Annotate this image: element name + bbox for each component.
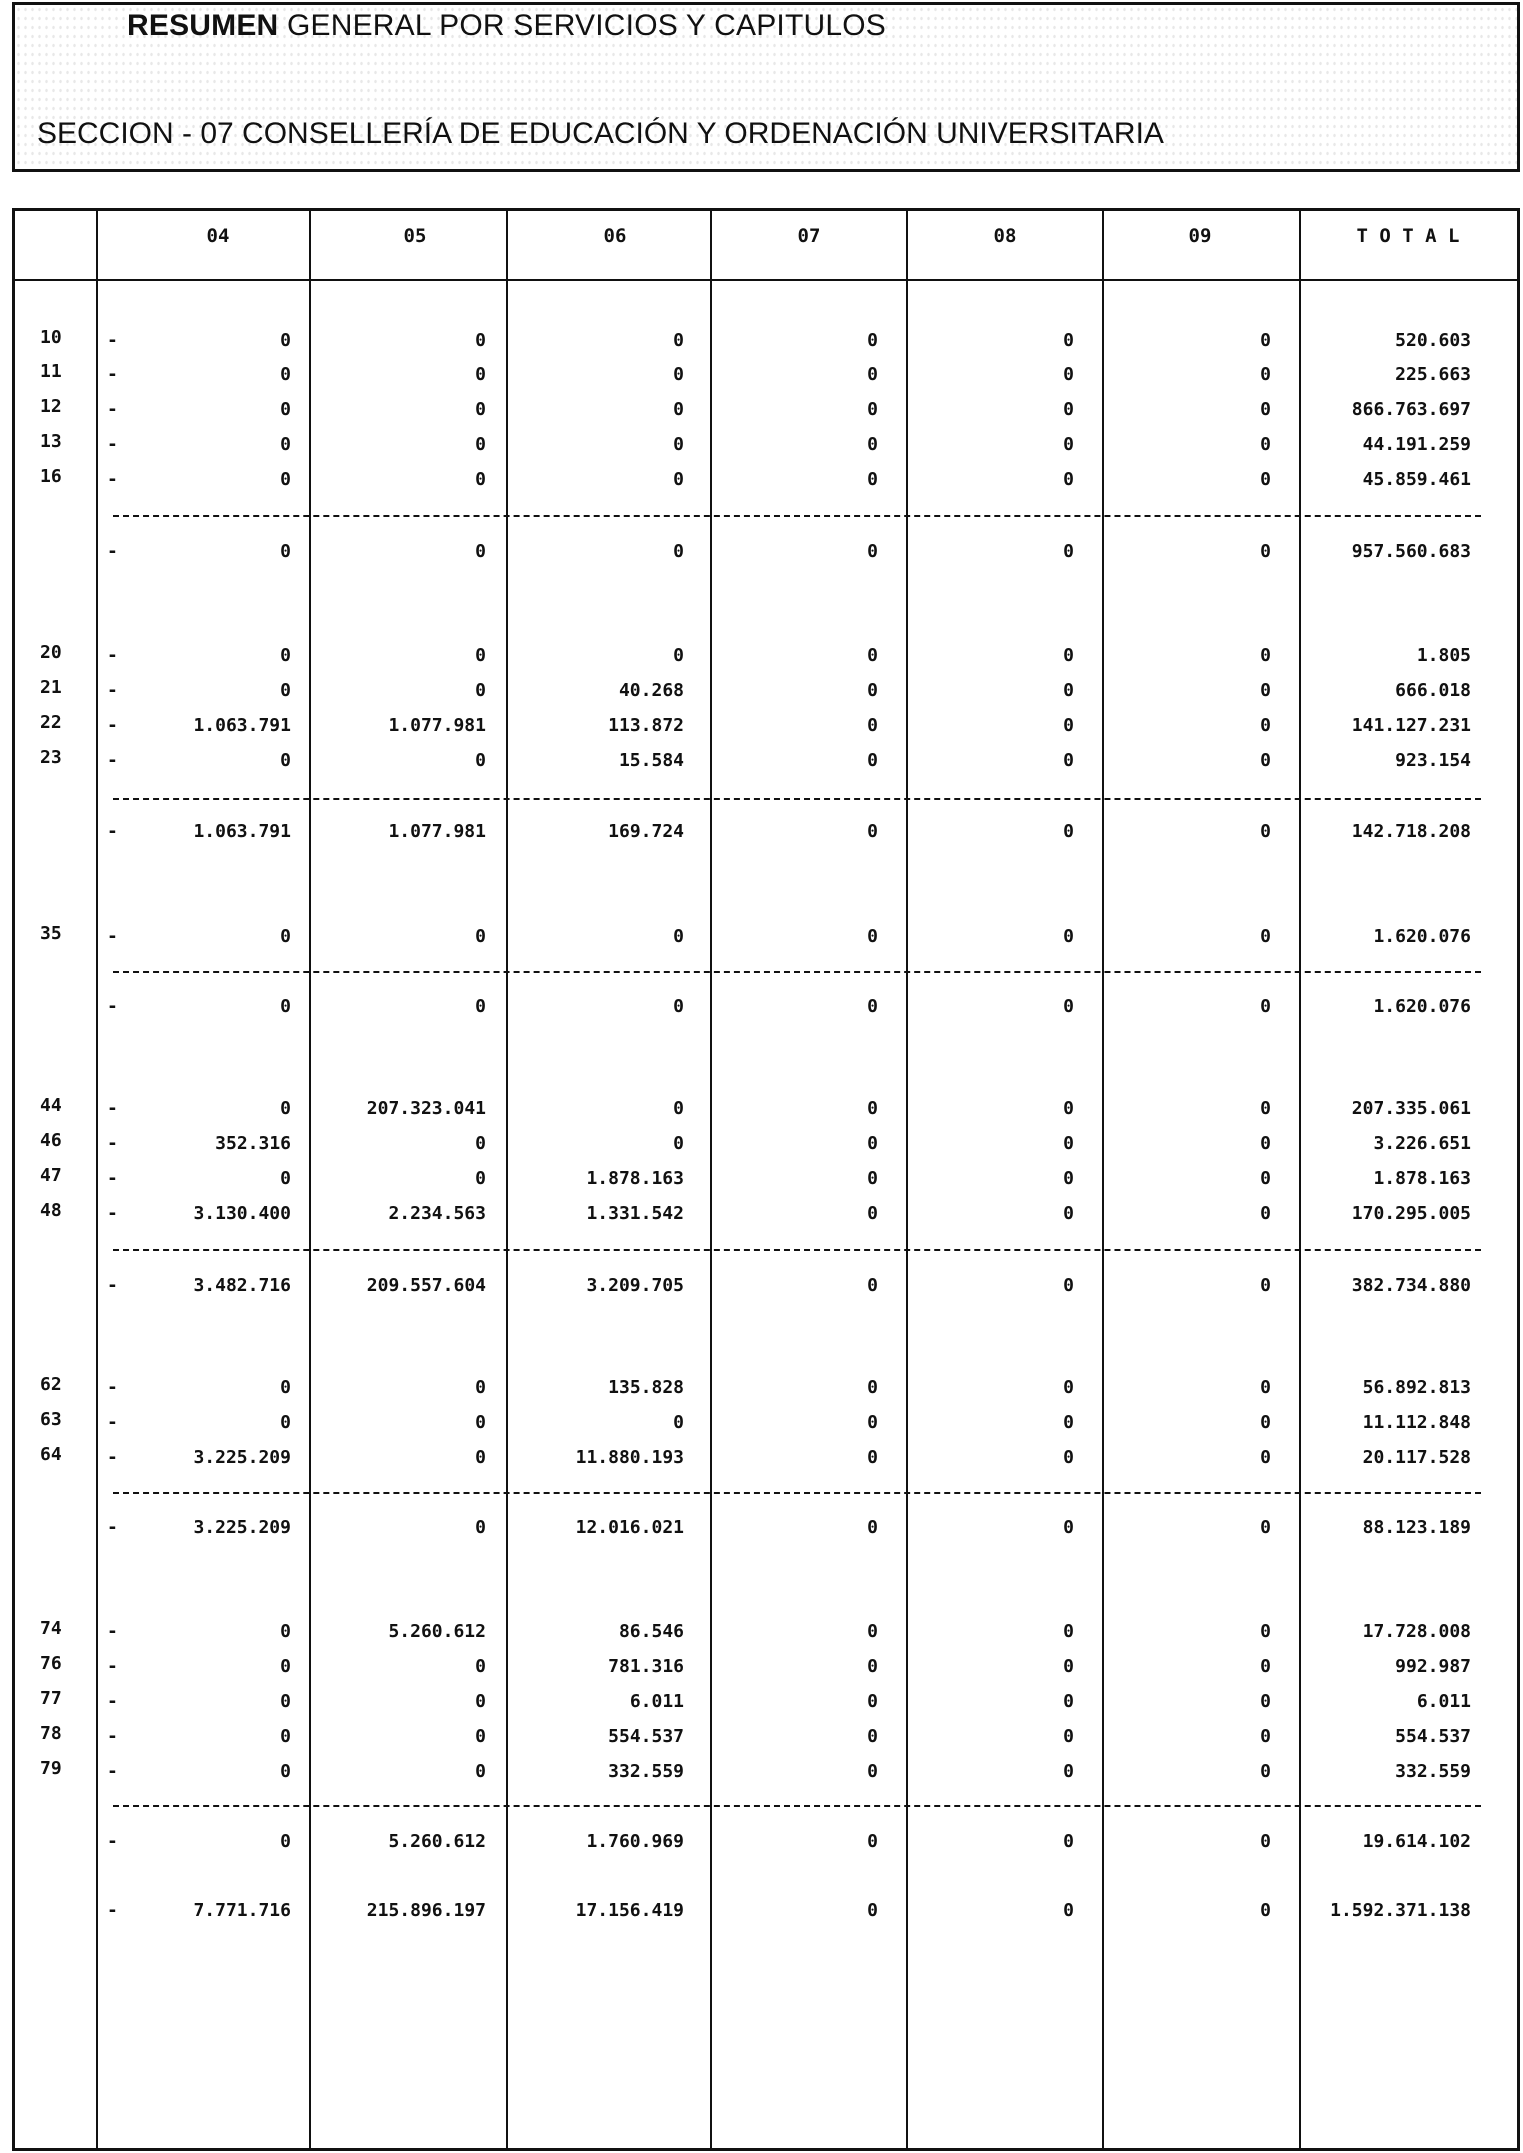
value-cell: 0 [1063,1621,1074,1642]
value-cell: 0 [280,1656,291,1677]
value-cell: 0 [673,1133,684,1154]
budget-table [12,208,1520,2151]
column-rule [906,211,908,2148]
total-cell: 225.663 [1395,364,1471,385]
column-header: T O T A L [1356,225,1460,247]
value-cell: 17.156.419 [575,1900,684,1921]
value-cell: 0 [1063,750,1074,771]
column-rule [309,211,311,2148]
value-cell: 1.077.981 [388,821,486,842]
total-cell: 88.123.189 [1362,1517,1471,1538]
value-cell: 1.331.542 [586,1203,684,1224]
row-marker: - [107,645,118,666]
value-cell: 0 [1063,1831,1074,1852]
value-cell: 0 [867,434,878,455]
value-cell: 0 [867,821,878,842]
row-marker: - [107,399,118,420]
value-cell: 0 [1260,330,1271,351]
value-cell: 0 [280,1168,291,1189]
value-cell: 1.878.163 [586,1168,684,1189]
row-code: 21 [40,677,62,698]
value-cell: 0 [1063,1203,1074,1224]
row-code: 63 [40,1409,62,1430]
value-cell: 0 [280,1726,291,1747]
value-cell: 169.724 [608,821,684,842]
value-cell: 7.771.716 [193,1900,291,1921]
total-cell: 957.560.683 [1351,541,1471,562]
value-cell: 0 [475,1656,486,1677]
row-marker: - [107,434,118,455]
value-cell: 0 [280,469,291,490]
row-code: 11 [40,361,62,382]
page-title [127,9,886,43]
row-marker: - [107,821,118,842]
value-cell: 207.323.041 [366,1098,486,1119]
value-cell: 0 [1260,821,1271,842]
value-cell: 0 [1063,1691,1074,1712]
value-cell: 0 [867,364,878,385]
total-cell: 3.226.651 [1373,1133,1471,1154]
row-marker: - [107,1656,118,1677]
row-code: 12 [40,396,62,417]
total-cell: 45.859.461 [1362,469,1471,490]
row-code: 13 [40,431,62,452]
value-cell: 0 [673,996,684,1017]
header-divider [15,279,1517,281]
value-cell: 0 [867,645,878,666]
value-cell: 0 [1063,469,1074,490]
value-cell: 0 [280,330,291,351]
value-cell: 0 [280,399,291,420]
row-marker: - [107,1098,118,1119]
row-code: 47 [40,1165,62,1186]
row-code: 10 [40,327,62,348]
value-cell: 0 [475,1168,486,1189]
row-code: 62 [40,1374,62,1395]
row-code: 16 [40,466,62,487]
value-cell: 0 [867,1168,878,1189]
value-cell: 0 [1260,541,1271,562]
value-cell: 0 [1260,750,1271,771]
row-code: 46 [40,1130,62,1151]
value-cell: 0 [1063,434,1074,455]
row-marker: - [107,926,118,947]
value-cell: 0 [673,434,684,455]
value-cell: 0 [475,1377,486,1398]
title-bold-word: RESUMEN [127,9,279,42]
value-cell: 0 [867,1656,878,1677]
value-cell: 0 [867,1098,878,1119]
column-rule [710,211,712,2148]
value-cell: 0 [867,399,878,420]
value-cell: 0 [1063,926,1074,947]
value-cell: 0 [475,750,486,771]
value-cell: 0 [475,541,486,562]
total-cell: 866.763.697 [1351,399,1471,420]
total-cell: 1.878.163 [1373,1168,1471,1189]
row-code: 78 [40,1723,62,1744]
value-cell: 0 [1260,1761,1271,1782]
value-cell: 5.260.612 [388,1831,486,1852]
value-cell: 0 [280,750,291,771]
value-cell: 0 [867,1761,878,1782]
value-cell: 0 [475,434,486,455]
value-cell: 0 [475,1761,486,1782]
value-cell: 0 [475,1517,486,1538]
row-marker: - [107,1168,118,1189]
total-cell: 19.614.102 [1362,1831,1471,1852]
value-cell: 0 [1260,1133,1271,1154]
total-cell: 207.335.061 [1351,1098,1471,1119]
total-cell: 141.127.231 [1351,715,1471,736]
value-cell: 0 [1260,1275,1271,1296]
row-marker: - [107,1275,118,1296]
row-marker: - [107,1691,118,1712]
value-cell: 215.896.197 [366,1900,486,1921]
value-cell: 0 [475,1412,486,1433]
value-cell: 0 [280,1691,291,1712]
row-marker: - [107,1447,118,1468]
value-cell: 0 [1260,364,1271,385]
row-marker: - [107,1412,118,1433]
title-rest: GENERAL POR SERVICIOS Y CAPITULOS [278,9,886,42]
value-cell: 0 [1063,1098,1074,1119]
column-header: 08 [993,225,1017,247]
value-cell: 0 [1063,1377,1074,1398]
total-cell: 170.295.005 [1351,1203,1471,1224]
value-cell: 0 [280,996,291,1017]
value-cell: 0 [673,1098,684,1119]
value-cell: 0 [1063,1761,1074,1782]
row-code: 35 [40,923,62,944]
row-code: 64 [40,1444,62,1465]
value-cell: 0 [673,541,684,562]
value-cell: 0 [1260,680,1271,701]
value-cell: 3.482.716 [193,1275,291,1296]
value-cell: 0 [475,399,486,420]
value-cell: 3.225.209 [193,1517,291,1538]
value-cell: 0 [475,1691,486,1712]
value-cell: 0 [1260,1726,1271,1747]
value-cell: 2.234.563 [388,1203,486,1224]
value-cell: 0 [475,1133,486,1154]
value-cell: 0 [1260,1831,1271,1852]
subtotal-separator [113,971,1481,973]
subtotal-separator [113,798,1481,800]
value-cell: 0 [280,680,291,701]
value-cell: 0 [1260,1656,1271,1677]
value-cell: 0 [1063,821,1074,842]
column-rule [96,211,98,2148]
value-cell: 0 [1063,541,1074,562]
value-cell: 0 [1063,1133,1074,1154]
total-cell: 382.734.880 [1351,1275,1471,1296]
subtotal-separator [113,1249,1481,1251]
value-cell: 0 [673,399,684,420]
total-cell: 1.620.076 [1373,996,1471,1017]
value-cell: 0 [280,645,291,666]
value-cell: 0 [867,680,878,701]
value-cell: 0 [280,1621,291,1642]
value-cell: 0 [1063,1656,1074,1677]
value-cell: 1.077.981 [388,715,486,736]
value-cell: 0 [280,434,291,455]
value-cell: 1.063.791 [193,715,291,736]
total-cell: 666.018 [1395,680,1471,701]
row-marker: - [107,1761,118,1782]
value-cell: 332.559 [608,1761,684,1782]
row-marker: - [107,330,118,351]
value-cell: 0 [280,1761,291,1782]
value-cell: 0 [280,1412,291,1433]
row-marker: - [107,1831,118,1852]
row-code: 74 [40,1618,62,1639]
column-rule [1102,211,1104,2148]
value-cell: 0 [1260,1098,1271,1119]
value-cell: 0 [867,750,878,771]
value-cell: 0 [280,1098,291,1119]
row-code: 77 [40,1688,62,1709]
column-rule [506,211,508,2148]
row-marker: - [107,750,118,771]
value-cell: 0 [1260,1900,1271,1921]
value-cell: 0 [1063,399,1074,420]
row-marker: - [107,1133,118,1154]
value-cell: 0 [673,330,684,351]
value-cell: 0 [1260,1412,1271,1433]
row-code: 48 [40,1200,62,1221]
value-cell: 0 [1260,1203,1271,1224]
total-cell: 17.728.008 [1362,1621,1471,1642]
row-code: 76 [40,1653,62,1674]
value-cell: 0 [1260,1517,1271,1538]
value-cell: 0 [867,1726,878,1747]
total-cell: 332.559 [1395,1761,1471,1782]
value-cell: 0 [867,1377,878,1398]
column-rule [1299,211,1301,2148]
section-title: SECCION - 07 CONSELLERÍA DE EDUCACIÓN Y ORDENACIÓN UNIVERSITARIA [37,117,1164,150]
value-cell: 0 [1260,434,1271,455]
value-cell: 0 [1063,1726,1074,1747]
value-cell: 0 [1063,1275,1074,1296]
value-cell: 0 [867,1900,878,1921]
value-cell: 0 [1063,645,1074,666]
row-marker: - [107,541,118,562]
value-cell: 209.557.604 [366,1275,486,1296]
value-cell: 0 [867,715,878,736]
value-cell: 0 [475,996,486,1017]
value-cell: 0 [1260,469,1271,490]
value-cell: 1.063.791 [193,821,291,842]
value-cell: 554.537 [608,1726,684,1747]
value-cell: 0 [1260,715,1271,736]
value-cell: 0 [867,330,878,351]
value-cell: 0 [867,1691,878,1712]
value-cell: 0 [867,1447,878,1468]
value-cell: 0 [280,926,291,947]
row-code: 22 [40,712,62,733]
value-cell: 0 [673,1412,684,1433]
value-cell: 0 [867,1831,878,1852]
row-marker: - [107,1621,118,1642]
total-cell: 1.620.076 [1373,926,1471,947]
row-marker: - [107,680,118,701]
value-cell: 0 [475,1447,486,1468]
value-cell: 0 [867,1275,878,1296]
total-cell: 1.592.371.138 [1330,1900,1471,1921]
value-cell: 0 [1260,1168,1271,1189]
row-marker: - [107,469,118,490]
value-cell: 0 [867,1517,878,1538]
value-cell: 6.011 [629,1691,684,1712]
column-header: 04 [206,225,230,247]
total-cell: 142.718.208 [1351,821,1471,842]
value-cell: 0 [1063,1412,1074,1433]
value-cell: 5.260.612 [388,1621,486,1642]
total-cell: 1.805 [1416,645,1471,666]
value-cell: 0 [280,541,291,562]
value-cell: 0 [280,1377,291,1398]
value-cell: 0 [1063,1168,1074,1189]
value-cell: 0 [673,469,684,490]
value-cell: 0 [867,1621,878,1642]
total-cell: 992.987 [1395,1656,1471,1677]
value-cell: 0 [867,541,878,562]
value-cell: 135.828 [608,1377,684,1398]
value-cell: 0 [280,1831,291,1852]
subtotal-separator [113,1805,1481,1807]
value-cell: 0 [867,1133,878,1154]
value-cell: 0 [1260,1447,1271,1468]
value-cell: 0 [1260,645,1271,666]
value-cell: 0 [673,926,684,947]
row-marker: - [107,1203,118,1224]
value-cell: 0 [867,469,878,490]
total-cell: 44.191.259 [1362,434,1471,455]
value-cell: 0 [673,364,684,385]
value-cell: 40.268 [618,680,684,701]
value-cell: 3.225.209 [193,1447,291,1468]
subtotal-separator [113,1492,1481,1494]
row-marker: - [107,1377,118,1398]
row-marker: - [107,1726,118,1747]
total-cell: 11.112.848 [1362,1412,1471,1433]
row-marker: - [107,1517,118,1538]
row-code: 79 [40,1758,62,1779]
value-cell: 0 [475,1726,486,1747]
value-cell: 113.872 [608,715,684,736]
value-cell: 0 [1063,1447,1074,1468]
value-cell: 0 [1260,996,1271,1017]
value-cell: 11.880.193 [575,1447,684,1468]
value-cell: 15.584 [618,750,684,771]
total-cell: 6.011 [1416,1691,1471,1712]
row-code: 23 [40,747,62,768]
column-header: 07 [797,225,821,247]
row-marker: - [107,1900,118,1921]
column-header: 05 [403,225,427,247]
value-cell: 0 [1260,1621,1271,1642]
value-cell: 12.016.021 [575,1517,684,1538]
row-marker: - [107,364,118,385]
value-cell: 0 [1063,996,1074,1017]
value-cell: 0 [475,330,486,351]
value-cell: 0 [1063,330,1074,351]
total-cell: 56.892.813 [1362,1377,1471,1398]
total-cell: 520.603 [1395,330,1471,351]
column-header: 06 [603,225,627,247]
value-cell: 0 [1260,1691,1271,1712]
value-cell: 0 [280,364,291,385]
value-cell: 3.130.400 [193,1203,291,1224]
value-cell: 0 [867,1412,878,1433]
value-cell: 0 [867,996,878,1017]
header-box [12,2,1520,172]
value-cell: 3.209.705 [586,1275,684,1296]
value-cell: 0 [475,469,486,490]
value-cell: 1.760.969 [586,1831,684,1852]
row-marker: - [107,715,118,736]
column-header: 09 [1188,225,1212,247]
row-marker: - [107,996,118,1017]
value-cell: 0 [475,645,486,666]
value-cell: 0 [1260,926,1271,947]
value-cell: 0 [867,926,878,947]
value-cell: 0 [1063,1900,1074,1921]
value-cell: 0 [1260,1377,1271,1398]
value-cell: 0 [673,645,684,666]
value-cell: 0 [1063,1517,1074,1538]
value-cell: 86.546 [618,1621,684,1642]
total-cell: 554.537 [1395,1726,1471,1747]
value-cell: 0 [1063,715,1074,736]
value-cell: 781.316 [608,1656,684,1677]
value-cell: 0 [1260,399,1271,420]
value-cell: 0 [475,926,486,947]
value-cell: 0 [867,1203,878,1224]
value-cell: 0 [1063,680,1074,701]
value-cell: 0 [475,364,486,385]
row-code: 44 [40,1095,62,1116]
subtotal-separator [113,515,1481,517]
value-cell: 0 [1063,364,1074,385]
total-cell: 923.154 [1395,750,1471,771]
row-code: 20 [40,642,62,663]
total-cell: 20.117.528 [1362,1447,1471,1468]
value-cell: 0 [475,680,486,701]
value-cell: 352.316 [215,1133,291,1154]
